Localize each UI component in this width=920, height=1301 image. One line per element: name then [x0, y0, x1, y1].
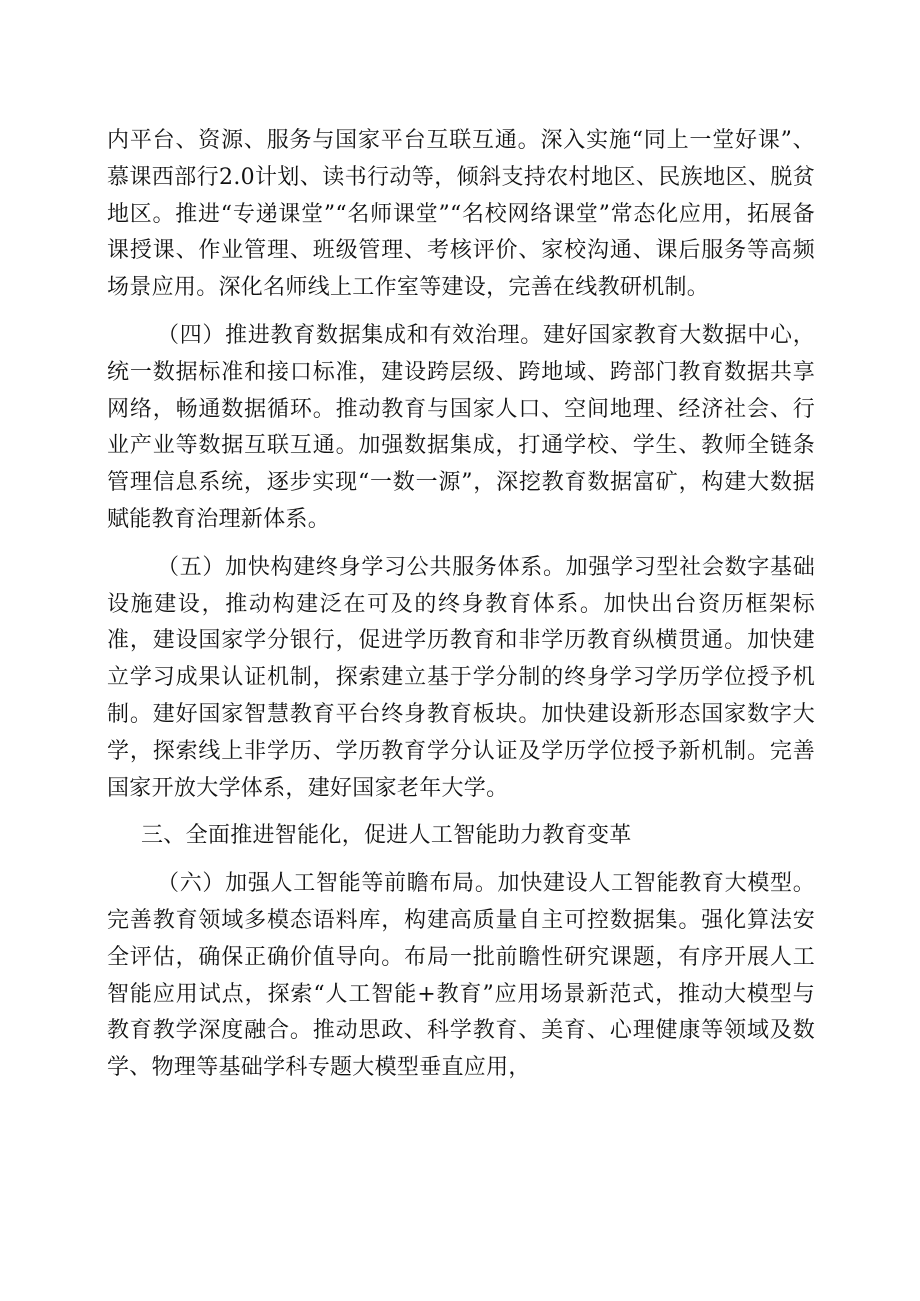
section-heading-intelligentization: 三、全面推进智能化，促进人工智能助力教育变革 — [141, 823, 632, 849]
paragraph-ai-forward-layout: （六）加强人工智能等前瞻布局。加快建设人工智能教育大模型。完善教育领域多模态语料库，构建高质量自主可控数据集。强化算法安全评估，确保正确价值导向。布局一批前瞻性研究课题，有序开展人工智能应用试点，探索“人工智能+教育”应用场景新范式，推动大模型与教育教学深度融合。推动思政、科学教育、美育、心理健康等领域及数学、物理等基础学科专题大模型垂直应用， — [107, 871, 815, 1081]
paragraph-platform-interconnection: 内平台、资源、服务与国家平台互联互通。深入实施“同上一堂好课”、慕课西部行2.0计划、读书行动等，倾斜支持农村地区、民族地区、脱贫地区。推进“专递课堂”“名师课堂”“名校网络课堂”常态化应用，拓展备课授课、作业管理、班级管理、考核评价、家校沟通、课后服务等高频场景应用。深化名师线上工作室等建设，完善在线教研机制。 — [107, 128, 815, 301]
paragraph-lifelong-learning-service: （五）加快构建终身学习公共服务体系。加强学习型社会数字基础设施建设，推动构建泛在可及的终身教育体系。加快出台资历框架标准，建设国家学分银行，促进学历教育和非学历教育纵横贯通。加快建立学习成果认证机制，探索建立基于学分制的终身学习学历学位授予机制。建好国家智慧教育平台终身教育板块。加快建设新形态国家数字大学，探索线上非学历、学历教育学分认证及学历学位授予新机制。完善国家开放大学体系，建好国家老年大学。 — [107, 554, 815, 801]
document-body — [107, 123, 815, 1087]
paragraph-education-data-governance: （四）推进教育数据集成和有效治理。建好国家教育大数据中心，统一数据标准和接口标准，建设跨层级、跨地域、跨部门教育数据共享网络，畅通数据循环。推动教育与国家人口、空间地理、经济社会、行业产业等数据互联互通。加强数据集成，打通学校、学生、教师全链条管理信息系统，逐步实现“一数一源”，深挖教育数据富矿，构建大数据赋能教育治理新体系。 — [107, 322, 815, 532]
